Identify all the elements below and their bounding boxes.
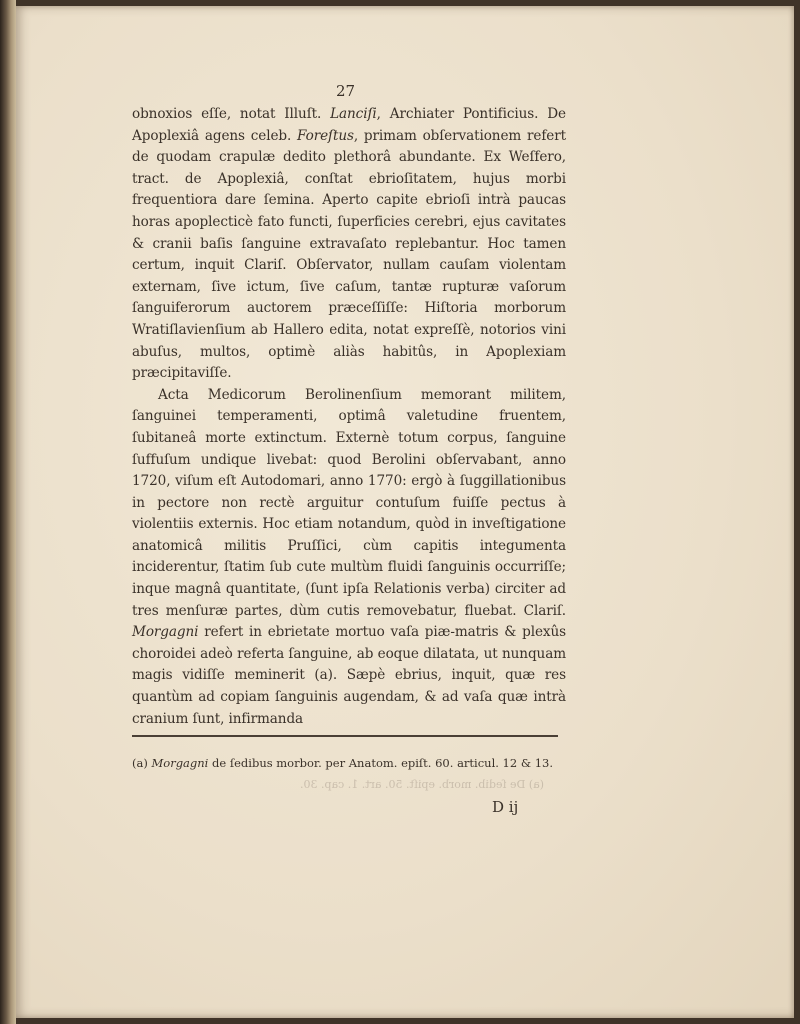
page-number: 27	[336, 82, 356, 100]
body-text	[132, 104, 566, 730]
footnote: (a) Morgagni de ſedibus morbor. per Anatom. epiſt. 60. articul. 12 & 13.	[132, 756, 554, 770]
paragraph-1: obnoxios eſſe, notat Illuſt. Lanciſi, Archiater Pontificius. De Apoplexiâ agens celeb. Foreſtus, primam obſervationem refert de quodam crapulæ dedito plethorâ abundante. Ex Weſfero, tract. de Apoplexiâ, conſtat ebrioſitatem, hujus morbi frequentiora dare ſemina. Aperto capite ebrioſi intrà paucas horas apoplecticè fato functi, ſuperficies cerebri, ejus cavitates & cranii baſis ſanguine extravaſato replebantur. Hoc tamen certum, inquit Clariſ. Obſervator, nullam cauſam violentam externam, ſive ictum, ſive caſum, tantæ rupturæ vaſorum ſanguiferorum auctorem præceſſiſſe: Hiſtoria morborum Wratiſlavienſium ab Hallero edita, notat expreſſè, notorios vini abuſus, multos, optimè aliàs habitûs, in Apoplexiam præcipitaviſſe.	[132, 106, 566, 382]
italic-name: Foreſtus	[297, 127, 354, 144]
italic-name: Morgagni	[151, 756, 209, 770]
signature-mark: D ij	[492, 798, 519, 816]
italic-name: Morgagni	[132, 624, 199, 641]
paragraph-2: Acta Medicorum Berolinenſium memorant militem, ſanguinei temperamenti, optimâ valetudine fruentem, ſubitaneâ morte extinctum. Externè totum corpus, ſanguine ſuffuſum undique livebat: quod Berolini obſervabant, anno 1720, viſum eſt Autodomari, anno 1770: ergò à ſuggillationibus in pectore non rectè arguitur contuſum fuiſſe pectus à violentiis externis. Hoc etiam notandum, quòd in inveſtigatione anatomicâ militis Pruſſici, cùm capitis integumenta inciderentur, ſtatim ſub cute multùm fluidi ſanguinis occurriſſe; inque magnâ quantitate, (ſunt ipſa Relationis verba) circiter ad tres menſuræ partes, dùm cutis removebatur, fluebat. Clariſ. Morgagni refert in ebrietate mortuo vaſa piæ-matris & plexûs choroidei adeò referta ſanguine, ab eoque dilatata, ut nunquam magis vidiſſe meminerit (a). Sæpè ebrius, inquit, quæ res quantùm ad copiam ſanguinis augendam, & ad vaſa quæ intrà cranium ſunt, infirmanda	[132, 386, 566, 727]
italic-name: Lanciſi	[330, 106, 377, 122]
page-gutter	[0, 0, 16, 1024]
show-through-text: (a) De ſedib. morb. epiſt. 50. art. 1. cap. 30.	[300, 778, 544, 791]
footnote-rule	[132, 735, 558, 737]
